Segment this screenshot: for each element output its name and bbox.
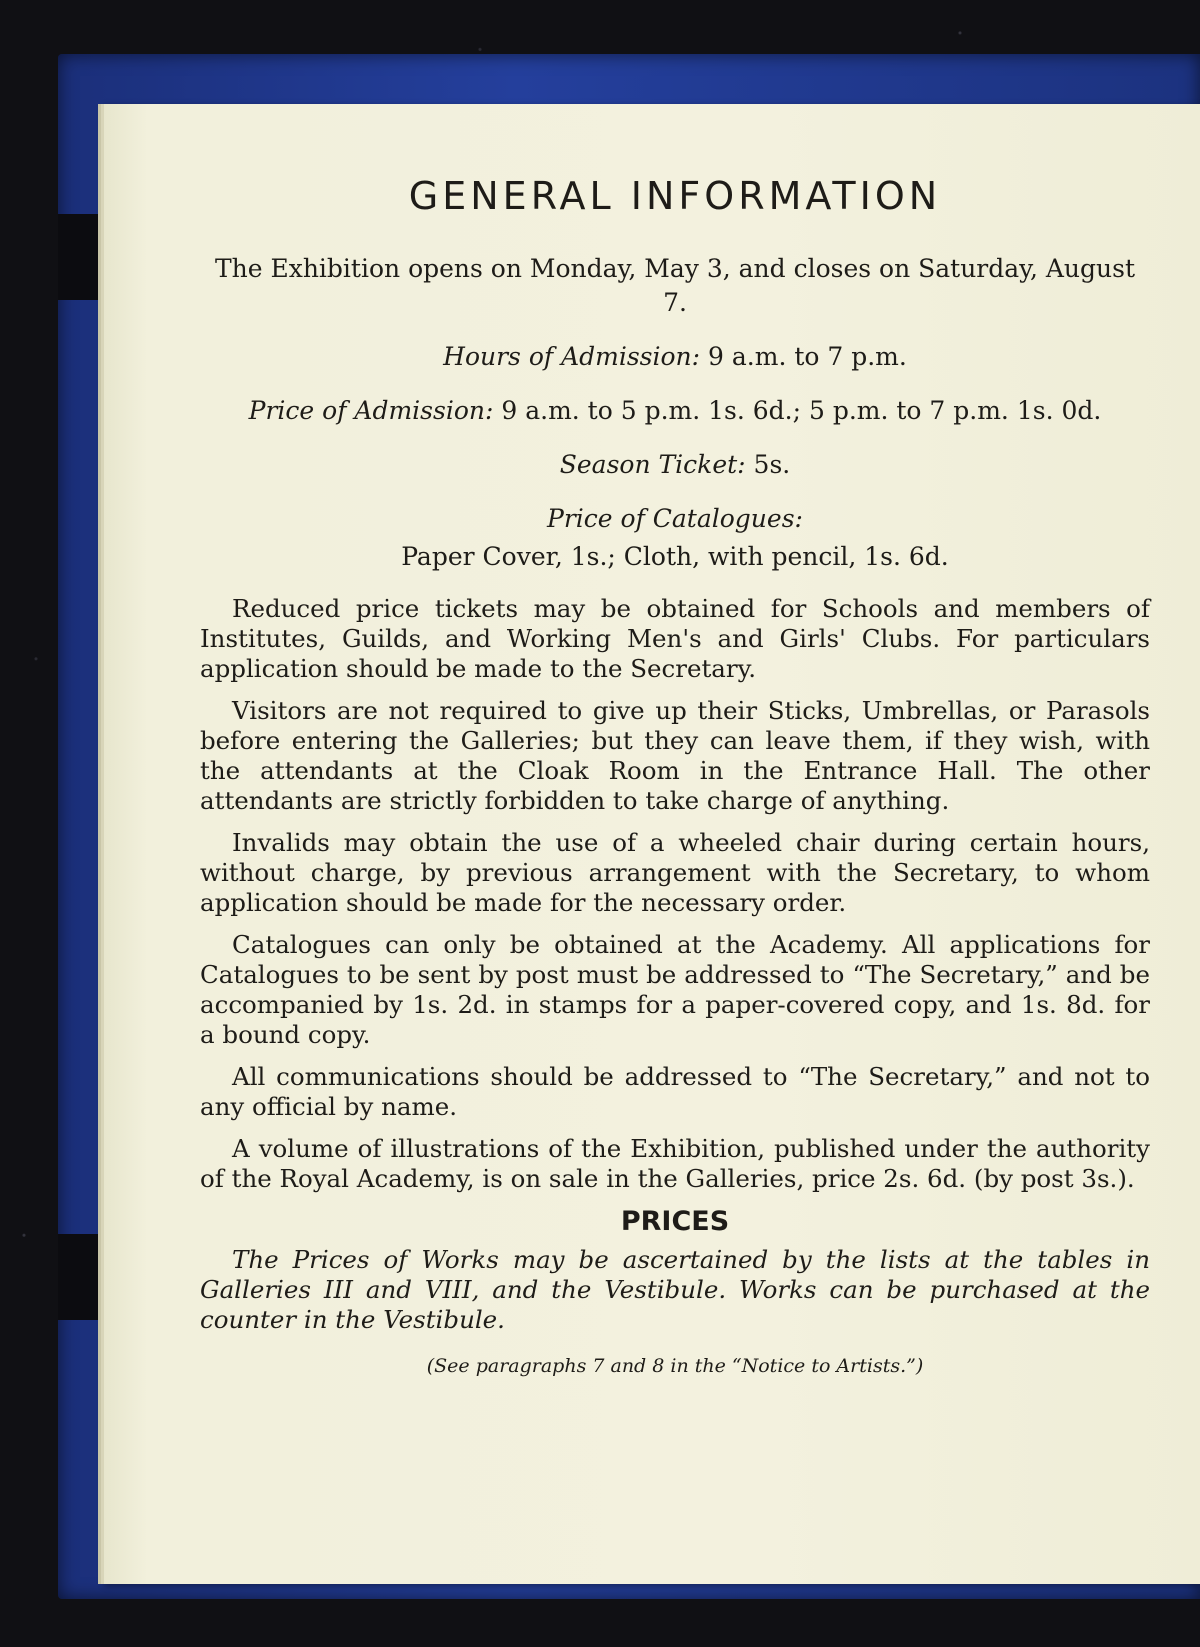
season-ticket-label: Season Ticket: (559, 450, 746, 479)
admission-value: 9 a.m. to 5 p.m. 1s. 6d.; 5 p.m. to 7 p.m. 1s. 0d. (501, 396, 1102, 425)
exhibition-dates: The Exhibition opens on Monday, May 3, and closes on Saturday, August 7. (214, 254, 1136, 317)
paragraph-invalids: Invalids may obtain the use of a wheeled chair during certain hours, without charge, by previous arrangement with the Secretary, to whom application should be made for the necessary order. (200, 828, 1150, 917)
admission-label: Price of Admission: (248, 396, 494, 425)
page-title: GENERAL INFORMATION (408, 174, 942, 218)
price-of-admission (200, 394, 1150, 428)
paragraph-catalogues: Catalogues can only be obtained at the Academy. All applications for Catalogues to be sent by post must be addressed to “The Secretary,” and be accompanied by 1s. 2d. in stamps for a paper-covered copy, and 1s. 8d. for a bound copy. (200, 930, 1150, 1049)
hours-label: Hours of Admission: (443, 342, 701, 371)
hours-of-admission (200, 340, 1150, 374)
prices-heading: PRICES (620, 1206, 730, 1237)
catalogue-price-label: Price of Catalogues: (547, 504, 803, 533)
page-content (200, 174, 1150, 1377)
paragraph-reduced-tickets: Reduced price tickets may be obtained for Schools and members of Institutes, Guilds, and Working Men's and Girls' Clubs. For particulars application should be made to the Secretary. (200, 594, 1150, 683)
hours-value: 9 a.m. to 7 p.m. (708, 342, 907, 371)
catalogue-price-value: Paper Cover, 1s.; Cloth, with pencil, 1s. 6d. (401, 542, 949, 571)
prices-footnote: (See paragraphs 7 and 8 in the “Notice to Artists.”) (426, 1355, 924, 1377)
paragraph-visitors: Visitors are not required to give up their Sticks, Umbrellas, or Parasols before entering the Galleries; but they can leave them, if they wish, with the attendants at the Cloak Room in the Entrance Hall. The other attendants are strictly forbidden to take charge of anything. (200, 696, 1150, 815)
season-ticket-value: 5s. (753, 450, 791, 479)
catalogue-price-label-line (200, 502, 1150, 536)
paragraph-illustrations: A volume of illustrations of the Exhibition, published under the authority of the Royal Academy, is on sale in the Galleries, price 2s. 6d. (by post 3s.). (200, 1134, 1150, 1193)
season-ticket (200, 448, 1150, 482)
paragraph-communications: All communications should be addressed to “The Secretary,” and not to any official by name. (200, 1062, 1150, 1121)
book-page (104, 104, 1200, 1584)
prices-text: The Prices of Works may be ascertained by the lists at the tables in Galleries III and VIII, and the Vestibule. Works can be purchased at the counter in the Vestibule. (200, 1245, 1150, 1334)
